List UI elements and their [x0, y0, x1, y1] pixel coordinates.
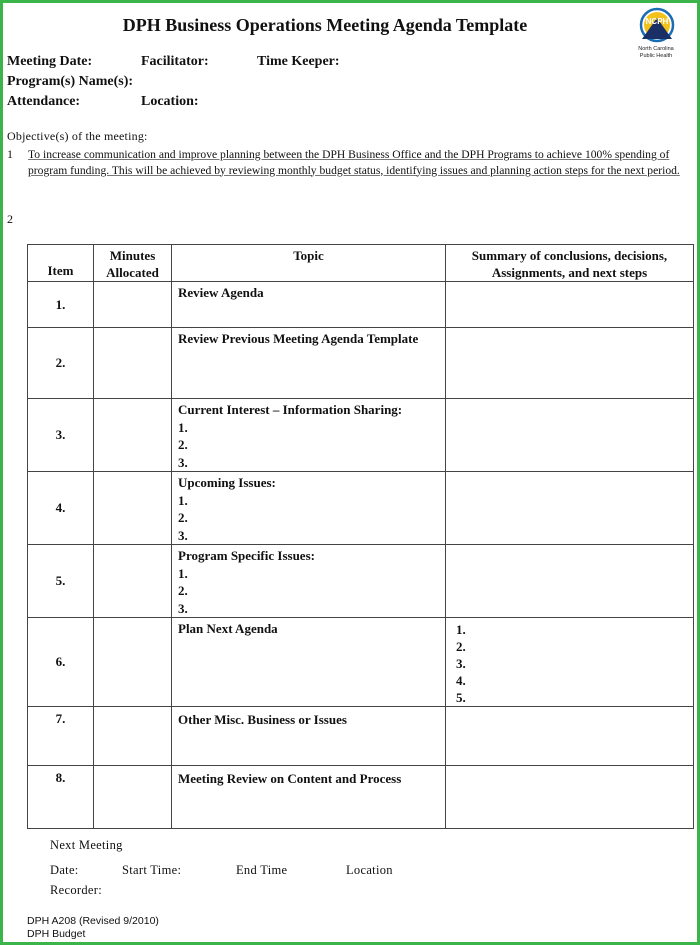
summary-list-item: 4. [456, 673, 466, 688]
topic-cell [172, 707, 446, 766]
logo-line-2: Public Health [639, 53, 673, 59]
topic-list-item: 3. [178, 600, 188, 616]
minutes-cell [94, 399, 172, 472]
meeting-date-label: Meeting Date: [7, 54, 93, 69]
topic-cell [172, 472, 446, 545]
summary-header: Summary of conclusions, decisions, Assignments, and next steps [446, 245, 694, 282]
objectives-heading: Objective(s) of the meeting: [7, 129, 148, 143]
ncph-logo-icon [639, 6, 675, 44]
topic-list-item: 2. [178, 583, 188, 598]
facilitator-label: Facilitator: [141, 54, 209, 69]
minutes-header: Minutes Allocated [94, 245, 172, 282]
topic-title: Review Previous Meeting Agenda Template [178, 331, 419, 346]
topic-list-item: 3. [178, 527, 188, 543]
form-section: DPH Budget [27, 928, 86, 940]
logo-caption [623, 46, 689, 60]
summary-list-item: 3. [456, 656, 466, 671]
topic-cell [172, 328, 446, 399]
topic-title: Current Interest – Information Sharing: [178, 402, 403, 417]
minutes-cell [94, 618, 172, 707]
table-row [28, 472, 694, 545]
topic-title: Review Agenda [178, 285, 264, 300]
topic-cell [172, 766, 446, 829]
topic-list-item: 1. [178, 492, 188, 508]
programs-label: Program(s) Name(s): [7, 74, 134, 89]
summary-cell [446, 545, 694, 618]
table-row [28, 766, 694, 829]
logo-initials: NCPH [645, 17, 669, 26]
agenda-table [27, 244, 694, 829]
topic-title: Other Misc. Business or Issues [178, 712, 347, 727]
topic-list-item: 1. [178, 565, 188, 581]
next-meeting-location-label: Location [346, 863, 393, 877]
recorder-label: Recorder: [50, 883, 102, 897]
minutes-cell [94, 282, 172, 328]
summary-cell [446, 707, 694, 766]
row-item-number: 2. [28, 328, 94, 399]
topic-title: Meeting Review on Content and Process [178, 771, 402, 786]
minutes-cell [94, 766, 172, 829]
table-header-row [28, 245, 694, 282]
table-row [28, 707, 694, 766]
table-row [28, 618, 694, 707]
objective-1-text: To increase communication and improve planning between the DPH Business Office and the DPH Programs to achieve 100% spending of program funding. This will be achieved by reviewing monthly budget status, identifying issues and planning action steps for the next period. [28, 148, 680, 177]
topic-title: Program Specific Issues: [178, 548, 315, 563]
summary-cell [446, 766, 694, 829]
row-item-number: 6. [28, 618, 94, 707]
summary-cell [446, 282, 694, 328]
summary-cell [446, 618, 694, 707]
location-label: Location: [141, 94, 199, 109]
row-item-number: 3. [28, 399, 94, 472]
topic-header: Topic [172, 245, 446, 282]
objective-2-number: 2 [7, 212, 13, 226]
minutes-cell [94, 707, 172, 766]
logo-line-1: North Carolina [638, 46, 674, 52]
ncph-logo [623, 6, 689, 66]
form-code: DPH A208 (Revised 9/2010) [27, 915, 159, 927]
next-meeting-start-time-label: Start Time: [122, 863, 182, 877]
topic-list-item: 1. [178, 419, 188, 435]
topic-list-item: 2. [178, 510, 188, 525]
table-row [28, 545, 694, 618]
summary-cell [446, 399, 694, 472]
summary-cell [446, 328, 694, 399]
time-keeper-label: Time Keeper: [257, 54, 340, 69]
minutes-cell [94, 545, 172, 618]
table-row [28, 328, 694, 399]
summary-list-item: 2. [456, 639, 466, 654]
topic-title: Upcoming Issues: [178, 475, 276, 490]
topic-cell [172, 545, 446, 618]
summary-list-item: 5. [456, 690, 466, 705]
row-item-number: 5. [28, 545, 94, 618]
topic-title: Plan Next Agenda [178, 621, 278, 636]
row-item-number: 4. [28, 472, 94, 545]
table-row [28, 282, 694, 328]
summary-cell [446, 472, 694, 545]
page-title: DPH Business Operations Meeting Agenda Template [122, 15, 528, 35]
next-meeting-end-time-label: End Time [236, 863, 288, 877]
row-item-number: 1. [28, 282, 94, 328]
row-item-number: 7. [28, 707, 94, 766]
row-item-number: 8. [28, 766, 94, 829]
minutes-cell [94, 472, 172, 545]
next-meeting-heading: Next Meeting [50, 838, 123, 852]
attendance-label: Attendance: [7, 94, 81, 109]
item-header: Item [28, 245, 94, 282]
table-row [28, 399, 694, 472]
next-meeting-date-label: Date: [50, 863, 79, 877]
topic-cell [172, 618, 446, 707]
topic-cell [172, 282, 446, 328]
objective-1-number: 1 [7, 147, 13, 161]
minutes-cell [94, 328, 172, 399]
topic-cell [172, 399, 446, 472]
summary-list-item: 1. [456, 622, 466, 637]
topic-list-item: 2. [178, 437, 188, 452]
topic-list-item: 3. [178, 454, 188, 470]
